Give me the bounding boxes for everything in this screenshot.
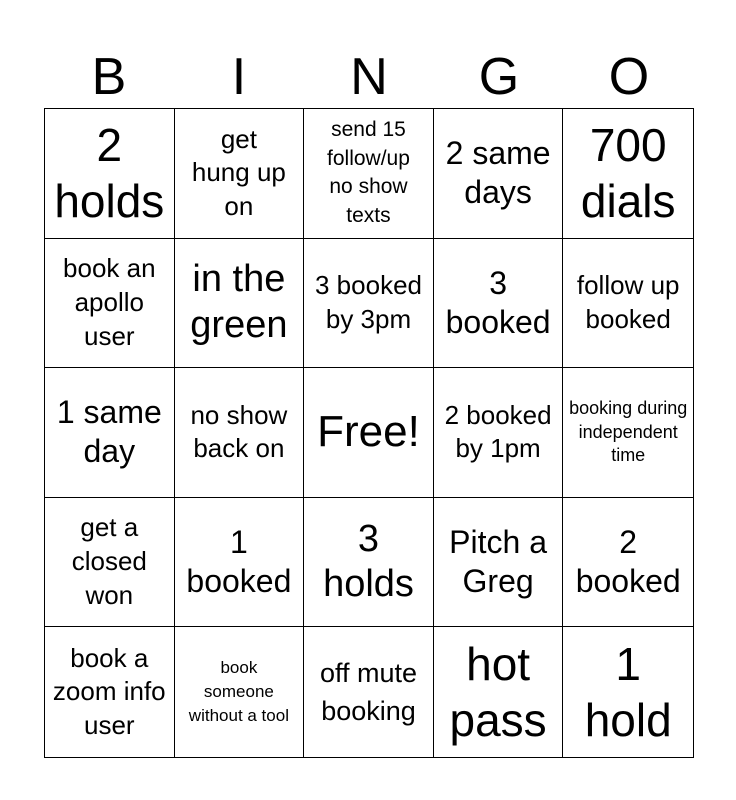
bingo-cell-r1-c2[interactable] [175,109,305,239]
cell-text: 1 booked [186,524,292,600]
bingo-cell-r5-c4[interactable] [434,627,564,757]
header-letter-b: B [91,48,127,106]
bingo-cell-r2-c2[interactable] [175,239,305,369]
bingo-cell-r1-c4[interactable] [434,109,564,239]
cell-text: Pitch a Greg [449,524,547,600]
cell-text: off mute booking [319,657,418,727]
bingo-cell-r4-c3[interactable] [304,498,434,628]
cell-text: 1 hold [584,638,672,747]
cell-text: 3 holds [323,517,414,606]
bingo-cell-r4-c1[interactable] [45,498,175,628]
cell-text: booking during independent time [569,397,688,466]
cell-text: book an apollo user [63,253,156,351]
bingo-cell-r4-c4[interactable] [434,498,564,628]
cell-text: book someone without a tool [188,657,289,726]
bingo-cell-r4-c2[interactable] [175,498,305,628]
bingo-cell-r3-c3[interactable] [304,368,434,498]
bingo-header [44,44,694,108]
cell-text: 3 booked [445,264,551,340]
bingo-cell-r1-c1[interactable] [45,109,175,239]
bingo-cell-r1-c5[interactable] [563,109,693,239]
cell-text: 2 holds [54,119,165,228]
bingo-cell-r5-c2[interactable] [175,627,305,757]
header-letter-n: N [350,48,388,106]
cell-text: hot pass [449,638,547,747]
cell-text: follow up booked [576,270,680,334]
header-letter-i: I [231,48,247,106]
cell-text: 3 booked by 3pm [315,270,422,334]
bingo-cell-r5-c3[interactable] [304,627,434,757]
bingo-board [44,108,694,758]
bingo-cell-r5-c1[interactable] [45,627,175,757]
bingo-cell-r3-c2[interactable] [175,368,305,498]
cell-text-free: Free! [317,407,420,457]
bingo-cell-r2-c5[interactable] [563,239,693,369]
cell-text: get a closed won [71,512,147,610]
cell-text: send 15 follow/up no show texts [327,117,410,228]
bingo-cell-r4-c5[interactable] [563,498,693,628]
cell-text: get hung up on [191,123,286,222]
cell-text: 1 same day [56,394,162,470]
bingo-cell-r5-c5[interactable] [563,627,693,757]
bingo-cell-r3-c5[interactable] [563,368,693,498]
cell-text: in the green [190,258,288,346]
bingo-cell-r3-c1[interactable] [45,368,175,498]
bingo-cell-r2-c4[interactable] [434,239,564,369]
bingo-cell-r2-c1[interactable] [45,239,175,369]
bingo-cell-r3-c4[interactable] [434,368,564,498]
cell-text: 2 booked [575,524,681,600]
bingo-cell-r2-c3[interactable] [304,239,434,369]
cell-text: 700 dials [580,119,676,228]
cell-text: no show back on [190,399,288,464]
cell-text: 2 booked by 1pm [444,399,552,464]
bingo-cell-r1-c3[interactable] [304,109,434,239]
cell-text: 2 same days [445,135,551,211]
cell-text: book a zoom info user [52,642,166,741]
header-letter-g: G [478,48,520,106]
header-letter-o: O [608,48,650,106]
